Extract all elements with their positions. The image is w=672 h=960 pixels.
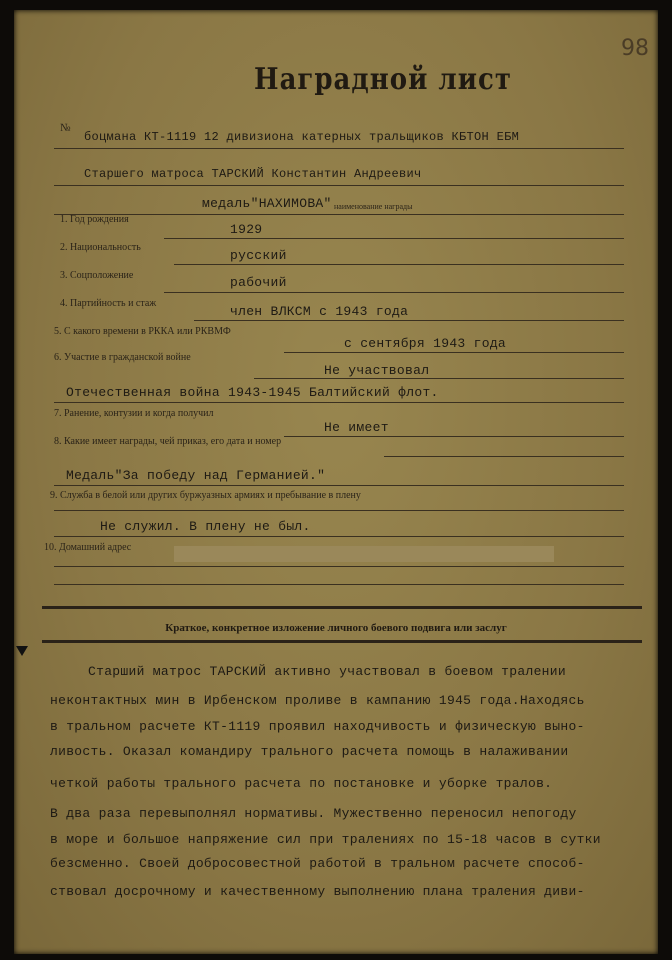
rule: [284, 436, 624, 437]
item-4-value: член ВЛКСМ с 1943 года: [230, 304, 409, 319]
item-8-value: Медаль"За победу над Германией.": [66, 468, 326, 483]
item-5-label: 5. С какого времени в РККА или РКВМФ: [54, 326, 231, 337]
narrative-line: Старший матрос ТАРСКИЙ активно участвовал в боевом тралении: [88, 664, 566, 679]
item-6-label: 6. Участие в гражданской войне: [54, 352, 191, 363]
item-9-value: Не служил. В плену не был.: [100, 519, 311, 534]
section-rule-bottom: [42, 640, 642, 643]
narrative-line: в тральном расчете КТ-1119 проявил находчивость и физическую выно-: [50, 719, 585, 734]
rule: [54, 148, 624, 149]
rule: [54, 510, 624, 511]
rule: [54, 584, 624, 585]
narrative-line: в море и большое напряжение сил при тралениях по 15-18 часов в сутки: [50, 832, 601, 847]
rank-unit-line: боцмана КТ-1119 12 дивизиона катерных тральщиков КБТОН ЕБМ: [84, 130, 520, 144]
rule: [54, 214, 624, 215]
narrative-line: В два раза перевыполнял нормативы. Мужественно переносил непогоду: [50, 806, 577, 821]
rule: [54, 566, 624, 567]
rule: [174, 264, 624, 265]
section-rule-top: [42, 606, 642, 609]
item-6-value: Не участвовал: [324, 363, 430, 378]
award-name: медаль"НАХИМОВА": [202, 196, 332, 211]
rule: [54, 185, 624, 186]
rule: [54, 536, 624, 537]
margin-arrow-icon: [16, 646, 28, 656]
item-7-label: 7. Ранение, контузии и когда получил: [54, 408, 214, 419]
rule: [384, 456, 624, 457]
narrative-line: неконтактных мин в Ирбенском проливе в кампанию 1945 года.Находясь: [50, 693, 585, 708]
item-3-label: 3. Соцположение: [60, 270, 134, 281]
item-7-value: Не имеет: [324, 420, 389, 435]
number-label: №: [60, 122, 71, 134]
item-2-label: 2. Национальность: [60, 242, 141, 253]
rule: [54, 402, 624, 403]
document-title: Наградной лист: [254, 62, 512, 98]
item-4-label: 4. Партийность и стаж: [60, 298, 157, 309]
award-sheet: [14, 10, 658, 954]
rule: [164, 238, 624, 239]
rule: [194, 320, 624, 321]
war-participation: Отечественная война 1943-1945 Балтийский флот.: [66, 385, 439, 400]
award-caption: наименование награды: [334, 202, 413, 211]
narrative-line: безсменно. Своей добросовестной работой в тральном расчете способ-: [50, 856, 585, 871]
rule: [284, 352, 624, 353]
item-5-value: с сентября 1943 года: [344, 336, 507, 351]
narrative-line: ствовал досрочному и качественному выполнению плана траления диви-: [50, 884, 585, 899]
item-8-label: 8. Какие имеет награды, чей приказ, его дата и номер: [54, 436, 282, 447]
item-9-label: 9. Служба в белой или других буржуазных армиях и пребывание в плену: [50, 490, 361, 501]
rule: [254, 378, 624, 379]
narrative-line: ливость. Оказал командиру трального расчета помощь в налаживании: [50, 744, 569, 759]
narrative-line: четкой работы трального расчета по постановке и уборке тралов.: [50, 776, 553, 791]
summary-heading: Краткое, конкретное изложение личного боевого подвига или заслуг: [165, 622, 507, 634]
item-10-label: 10. Домашний адрес: [44, 542, 132, 553]
rule: [164, 292, 624, 293]
page-number: 98: [621, 36, 649, 61]
name-line: Старшего матроса ТАРСКИЙ Константин Андреевич: [84, 167, 422, 181]
item-3-value: рабочий: [230, 275, 287, 290]
item-2-value: русский: [230, 248, 287, 263]
item-1-value: 1929: [230, 222, 263, 237]
item-1-label: 1. Год рождения: [60, 214, 129, 225]
redacted-address: [174, 546, 554, 562]
rule: [54, 485, 624, 486]
